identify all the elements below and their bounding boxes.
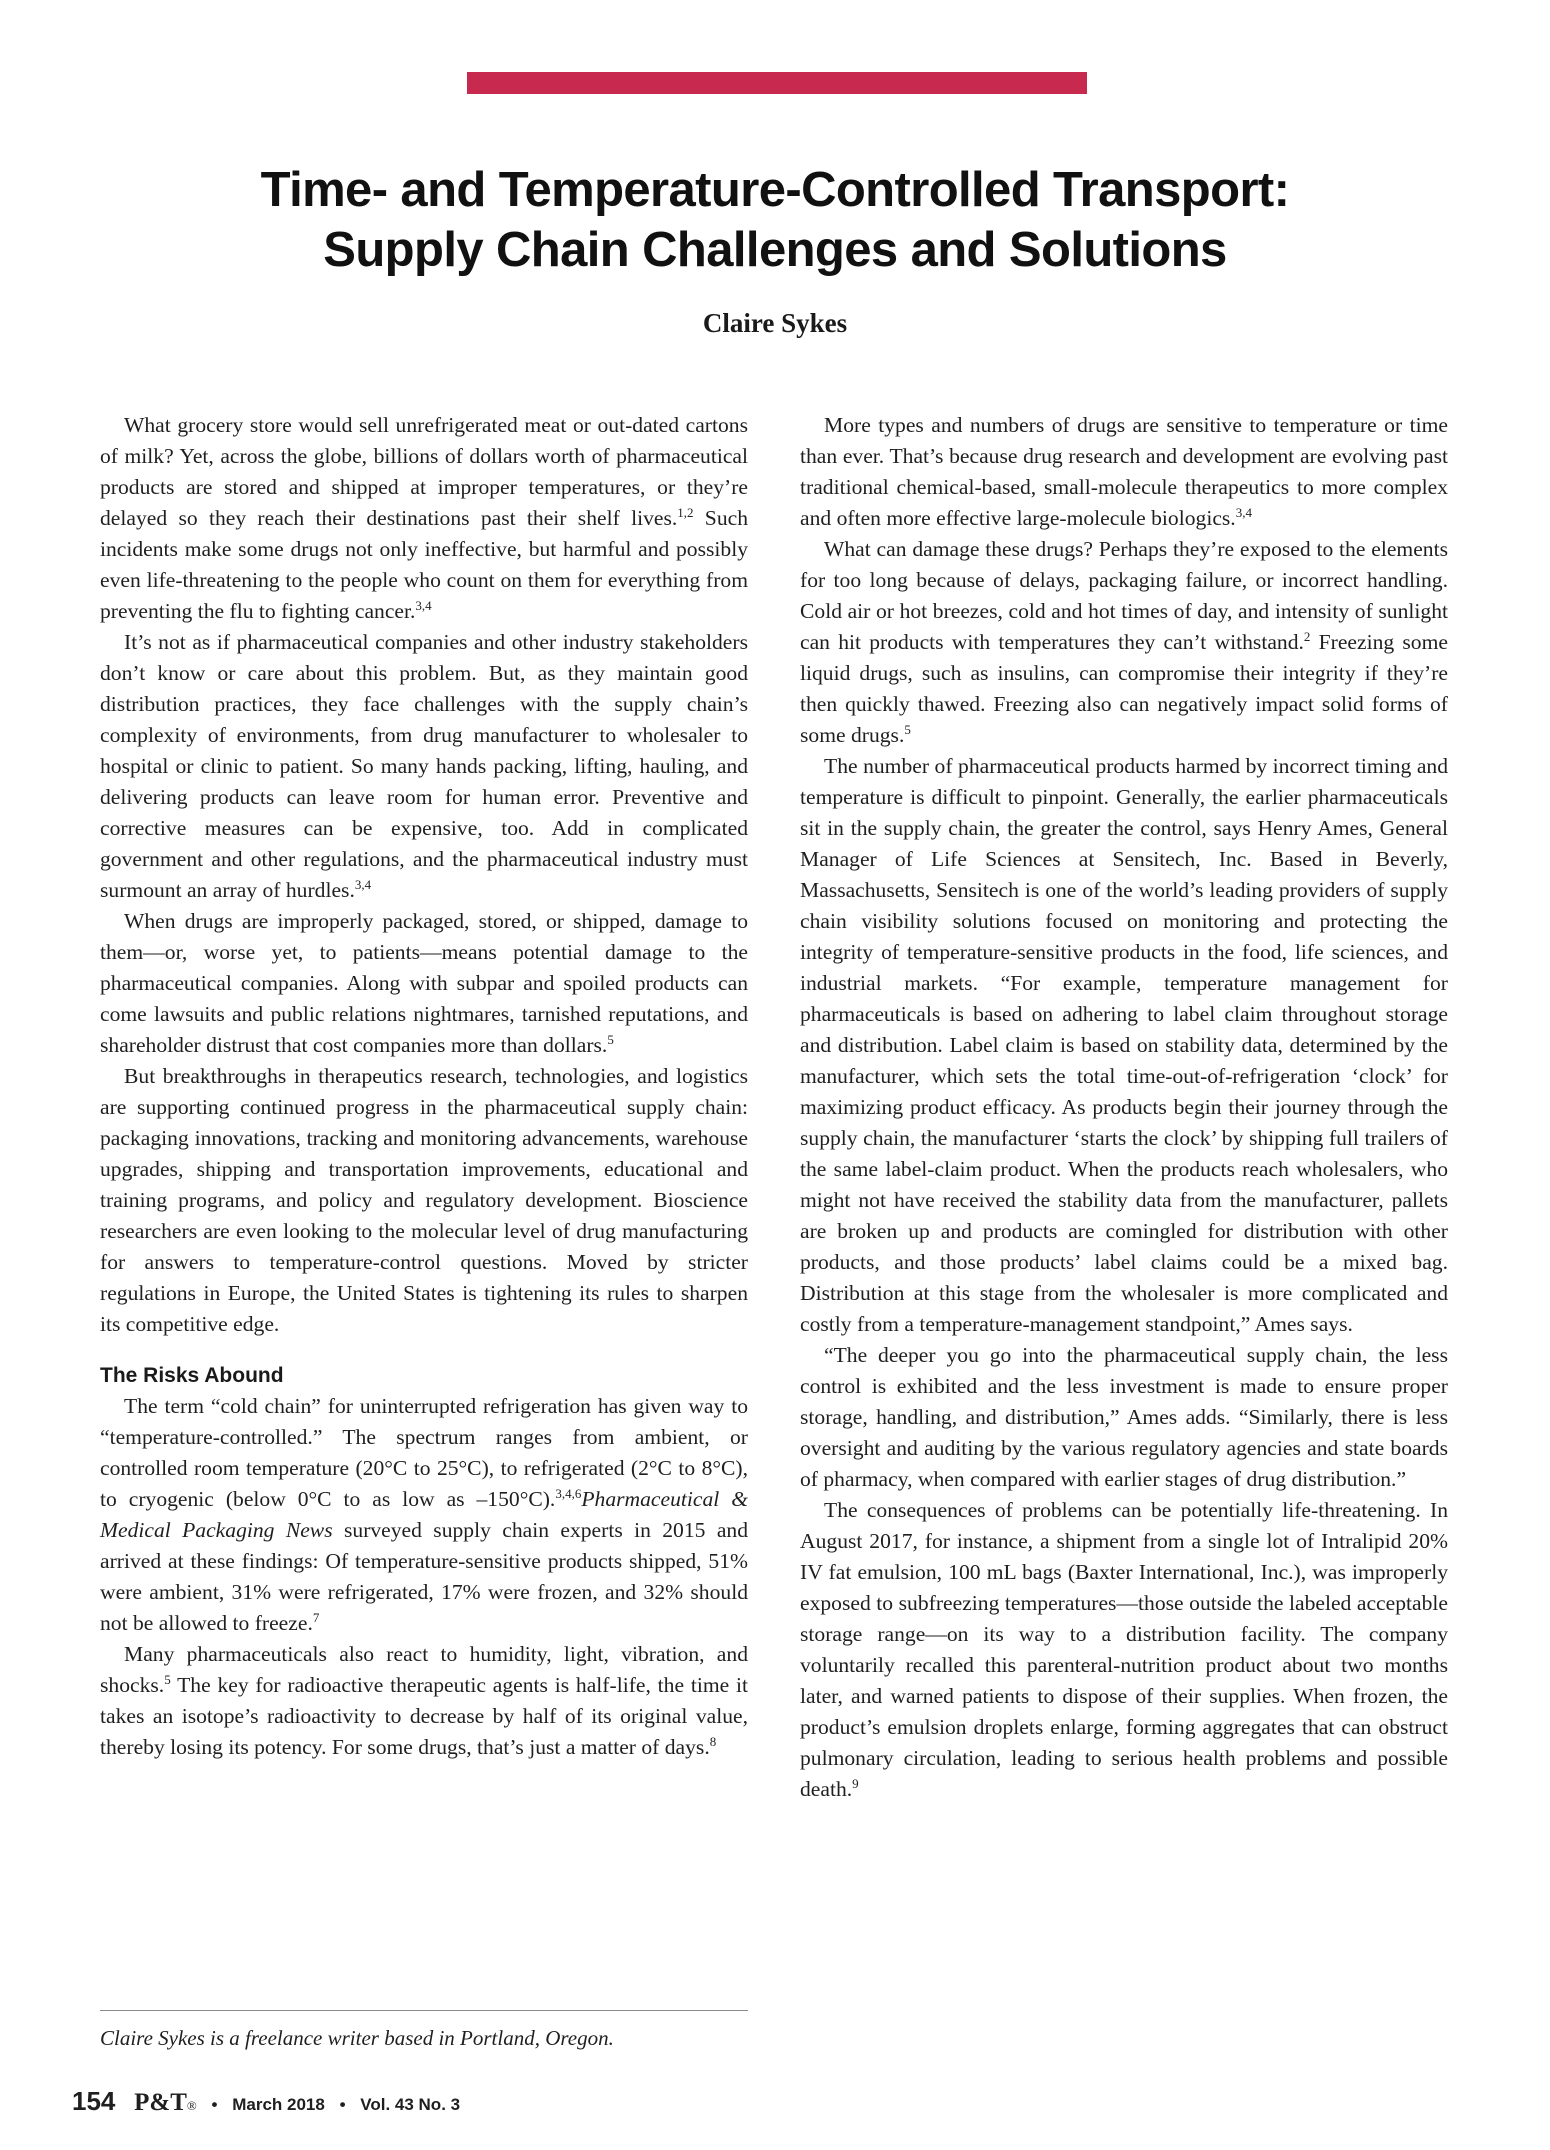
reference-marker: 1,2	[677, 505, 694, 520]
title-line-2: Supply Chain Challenges and Solutions	[323, 223, 1227, 277]
paragraph: The term “cold chain” for uninterrupted refrigeration has given way to “temperature-controlled.” The spectrum ranges from ambient, or controlled room temperature (20°C to 25°C), to refrigerated (2°C to 8°C), to cryogenic (below 0°C to as low as –150°C).$^{3,4,6}$Pharmaceutical & Medical Packaging News surveyed supply chain experts in 2015 and arrived at these findings: Of temperature-sensitive products shipped, 51% were ambient, 31% were refrigerated, 17% were frozen, and 32% should not be allowed to freeze.$^7$	[100, 1394, 749, 1635]
paragraph: The consequences of problems can be potentially life-threatening. In August 2017, for instance, a shipment from a single lot of Intralipid 20% IV fat emulsion, 100 mL bags (Baxter International, Inc.), was improperly exposed to subfreezing temperatures—those outside the labeled acceptable storage range—on its way to a distribution facility. The company voluntarily recalled this parenteral-nutrition product about two months later, and warned patients to dispose of their supplies. When frozen, the product’s emulsion droplets enlarge, forming aggregates that can obstruct pulmonary circulation, leading to serious health problems and possible death.$^9$	[800, 1498, 1448, 1801]
registered-mark: ®	[186, 2098, 197, 2113]
issue-date: March 2018	[232, 2095, 325, 2114]
paragraph: The number of pharmaceutical products harmed by incorrect timing and temperature is difficult to pinpoint. Generally, the earlier pharmaceuticals sit in the supply chain, the greater the control, says Henry Ames, General Manager of Life Sciences at Sensitech, Inc. Based in Beverly, Massachusetts, Sensitech is one of the world’s leading providers of supply chain visibility solutions focused on monitoring and protecting the integrity of temperature-sensitive products in the food, life sciences, and industrial markets. “For example, temperature management for pharmaceuticals is based on adhering to label claim throughout storage and distribution. Label claim is based on stability data, determined by the manufacturer, which sets the total time-out-of-refrigeration ‘clock’ for maximizing product efficacy. As products begin their journey through the supply chain, the manufacturer ‘starts the clock’ by shipping full trailers of the same label-claim product. When the products reach wholesalers, who might not have received the stability data from the manufacturer, pallets are broken up and products are comingled for distribution with other products, and those products’ label claims could be a mixed bag. Distribution at this stage from the wholesaler is more complicated and costly from a temperature-management standpoint,” Ames says.	[800, 754, 1448, 1336]
left-column	[100, 410, 748, 1763]
paragraph: But breakthroughs in therapeutics research, technologies, and logistics are supporting continued progress in the pharmaceutical supply chain: packaging innovations, tracking and monitoring advancements, warehouse upgrades, shipping and transportation improvements, educational and training programs, and policy and regulatory development. Bioscience researchers are even looking to the molecular level of drug manufacturing for answers to temperature-control questions. Moved by stricter regulations in Europe, the United States is tightening its rules to sharpen its competitive edge.	[100, 1064, 748, 1336]
reference-marker: 9	[852, 1776, 859, 1791]
page-footer	[72, 2086, 460, 2117]
reference-marker: 3,4	[415, 598, 432, 613]
reference-marker: 5	[164, 1672, 171, 1687]
paragraph: More types and numbers of drugs are sensitive to temperature or time than ever. That’s because drug research and development are evolving past traditional chemical-based, small-molecule therapeutics to more complex and often more effective large-molecule biologics.$^{3,4}$	[800, 413, 1448, 530]
volume-issue: Vol. 43 No. 3	[360, 2095, 461, 2114]
reference-marker: 3,4	[1235, 505, 1252, 520]
reference-marker: 3,4	[354, 877, 372, 892]
title-line-1: Time- and Temperature-Controlled Transport:	[260, 163, 1290, 217]
separator: •	[211, 2095, 218, 2114]
paragraph: What grocery store would sell unrefrigerated meat or out-dated cartons of milk? Yet, across the globe, billions of dollars worth of pharmaceutical products are stored and shipped at improper temperatures, or they’re delayed so they reach their destinations past their shelf lives.$^{1,2}$ Such incidents make some drugs not only ineffective, but harmful and possibly even life-threatening to the people who count on them for everything from preventing the flu to fighting cancer.$^{3,4}$	[100, 413, 748, 623]
reference-marker: 5	[607, 1032, 614, 1047]
journal-name: P&T	[134, 2089, 187, 2116]
section-heading: The Risks Abound	[100, 1364, 284, 1387]
reference-marker: 5	[904, 722, 911, 737]
reference-marker: 7	[312, 1610, 320, 1625]
reference-marker: 2	[1303, 629, 1311, 644]
paragraph: What can damage these drugs? Perhaps they’re exposed to the elements for too long because of delays, packaging failure, or incorrect handling. Cold air or hot breezes, cold and hot times of day, and intensity of sunlight can hit products with temperatures they can’t withstand.$^2$ Freezing some liquid drugs, such as insulins, can compromise their integrity if they’re then quickly thawed. Freezing also can negatively impact solid forms of some drugs.$^5$	[800, 537, 1448, 747]
author-byline: Claire Sykes	[702, 308, 848, 338]
footnote-rule	[100, 2010, 748, 2011]
accent-bar	[467, 72, 1087, 94]
paragraph: “The deeper you go into the pharmaceutical supply chain, the less control is exhibited and the less investment is made to ensure proper storage, handling, and distribution,” Ames adds. “Similarly, there is less oversight and auditing by the various regulatory agencies and state boards of pharmacy, when compared with earlier stages of drug distribution.”	[800, 1343, 1448, 1491]
author-footnote: Claire Sykes is a freelance writer based in Portland, Oregon.	[100, 2026, 614, 2050]
publication-name: Pharmaceutical & Medical Packaging News	[100, 1487, 749, 1542]
paragraph: Many pharmaceuticals also react to humidity, light, vibration, and shocks.$^5$ The key for radioactive therapeutic agents is half-life, the time it takes an isotope’s radioactivity to decrease by half of its original value, thereby losing its potency. For some drugs, that’s just a matter of days.$^8$	[100, 1642, 748, 1759]
reference-marker: 3,4,6	[555, 1486, 582, 1501]
right-column	[800, 410, 1448, 1805]
paragraph: It’s not as if pharmaceutical companies and other industry stakeholders don’t know or care about this problem. But, as they maintain good distribution practices, they face challenges with the supply chain’s complexity of environments, from drug manufacturer to wholesaler to hospital or clinic to patient. So many hands packing, lifting, hauling, and delivering products can leave room for human error. Preventive and corrective measures can be expensive, too. Add in complicated government and other regulations, and the pharmaceutical industry must surmount an array of hurdles.$^{3,4}$	[100, 630, 748, 902]
paragraph: When drugs are improperly packaged, stored, or shipped, damage to them—or, worse yet, to patients—means potential damage to the pharmaceutical companies. Along with subpar and spoiled products can come lawsuits and public relations nightmares, tarnished reputations, and shareholder distrust that cost companies more than dollars.$^5$	[100, 909, 748, 1057]
reference-marker: 8	[709, 1734, 717, 1749]
article-title	[150, 160, 1400, 280]
separator: •	[339, 2095, 346, 2114]
page-number: 154	[72, 2086, 116, 2116]
